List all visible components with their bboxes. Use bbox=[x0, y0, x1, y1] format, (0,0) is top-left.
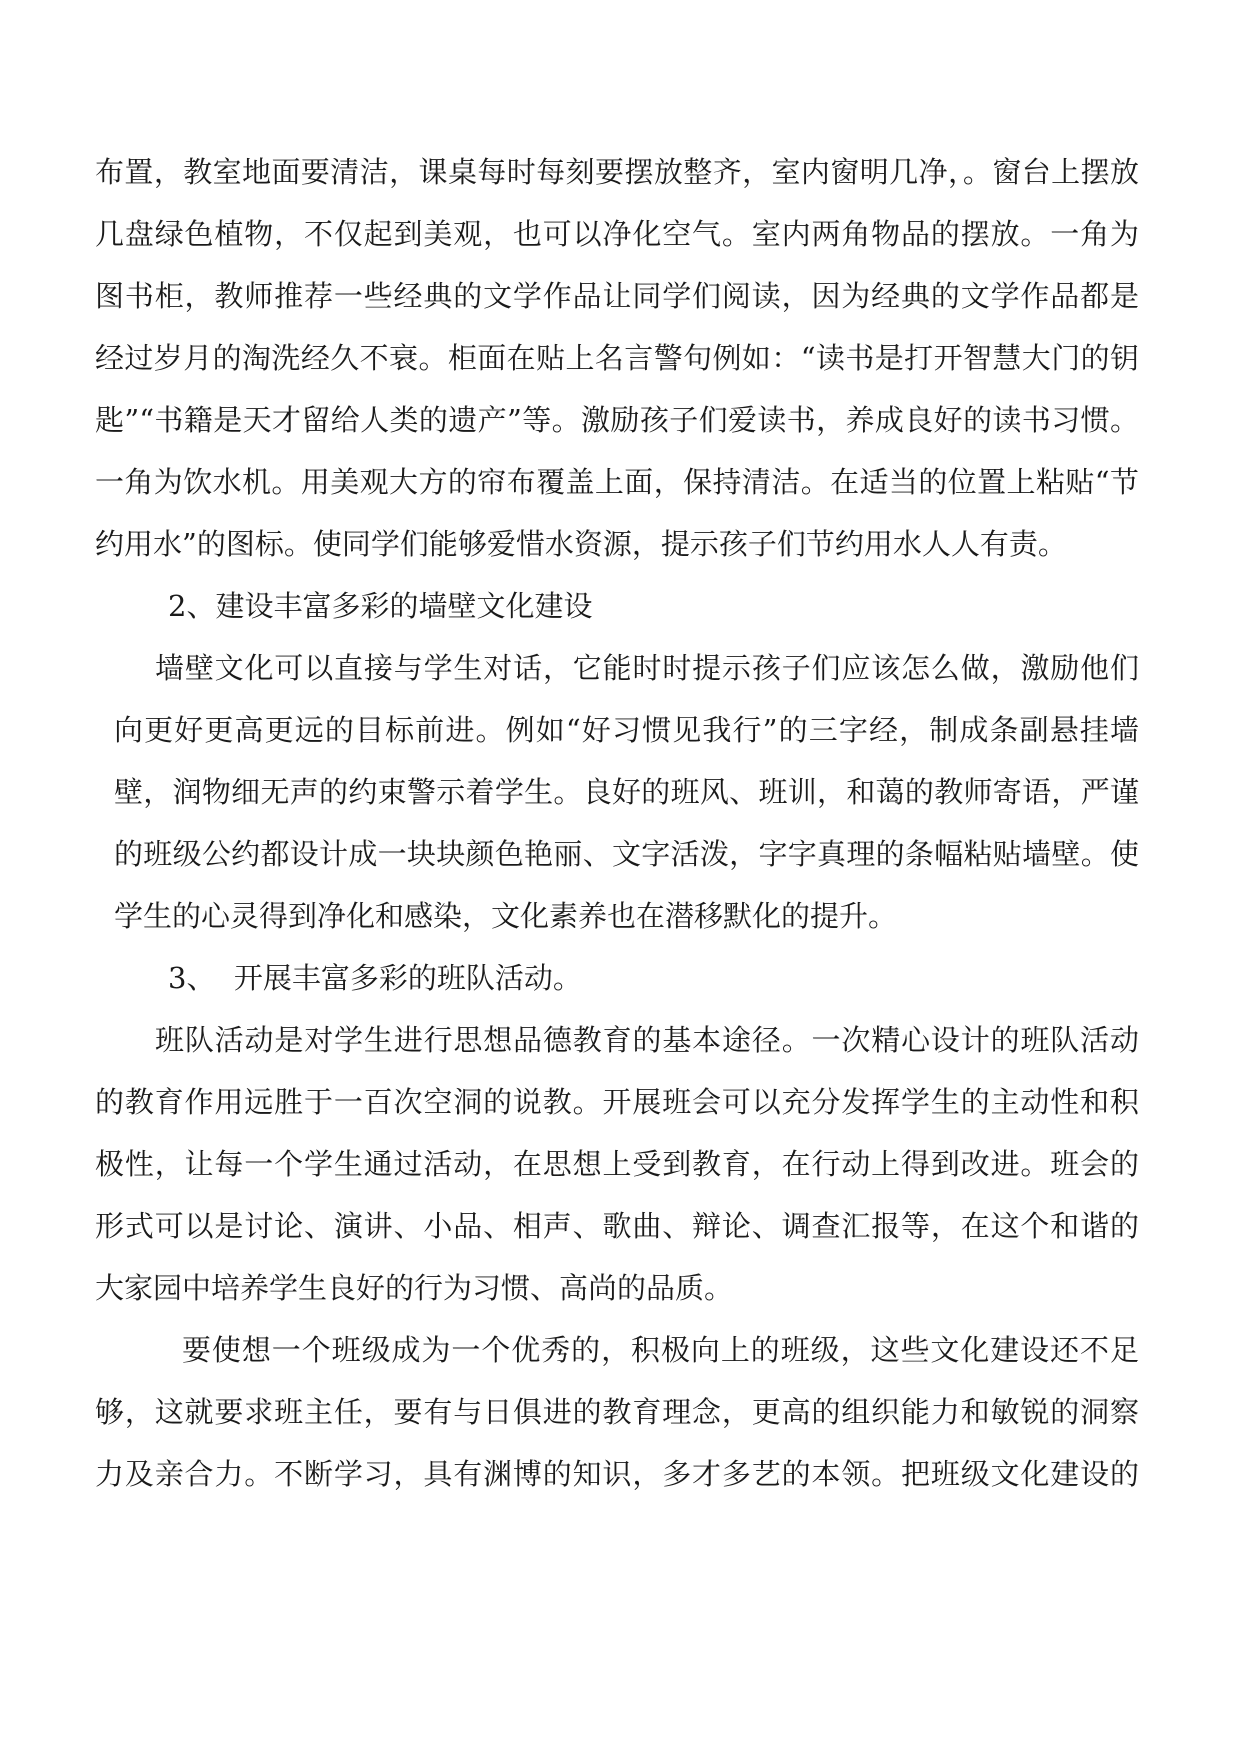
text-line: 壁，润物细无声的约束警示着学生。良好的班风、班训，和蔼的教师寄语，严谨 bbox=[114, 775, 1139, 809]
text-line: 极性，让每一个学生通过活动，在思想上受到教育，在行动上得到改进。班会的 bbox=[95, 1147, 1139, 1181]
text-line: 够，这就要求班主任，要有与日俱进的教育理念，更高的组织能力和敏锐的洞察 bbox=[95, 1395, 1139, 1429]
text-line: 向更好更高更远的目标前进。例如“好习惯见我行”的三字经，制成条副悬挂墙 bbox=[114, 713, 1139, 747]
text-line: 要使想一个班级成为一个优秀的，积极向上的班级，这些文化建设还不足 bbox=[182, 1333, 1139, 1367]
text-line: 班队活动是对学生进行思想品德教育的基本途径。一次精心设计的班队活动 bbox=[155, 1023, 1139, 1057]
text-line: 几盘绿色植物，不仅起到美观，也可以净化空气。室内两角物品的摆放。一角为 bbox=[95, 217, 1139, 251]
text-line: 墙壁文化可以直接与学生对话，它能时时提示孩子们应该怎么做，激励他们 bbox=[155, 651, 1139, 685]
text-line: 一角为饮水机。用美观大方的帘布覆盖上面，保持清洁。在适当的位置上粘贴“节 bbox=[95, 465, 1139, 499]
text-line: 匙”“书籍是天才留给人类的遗产”等。激励孩子们爱读书，养成良好的读书习惯。 bbox=[95, 403, 1139, 437]
text-line: 经过岁月的淘洗经久不衰。柜面在贴上名言警句例如：“读书是打开智慧大门的钥 bbox=[95, 341, 1139, 375]
text-line: 的教育作用远胜于一百次空洞的说教。开展班会可以充分发挥学生的主动性和积 bbox=[95, 1085, 1139, 1119]
section-heading: 3、 开展丰富多彩的班队活动。 bbox=[168, 961, 582, 995]
text-line: 力及亲合力。不断学习，具有渊博的知识，多才多艺的本领。把班级文化建设的 bbox=[95, 1457, 1139, 1491]
text-line: 约用水”的图标。使同学们能够爱惜水资源，提示孩子们节约用水人人有责。 bbox=[95, 527, 1067, 561]
text-line: 布置，教室地面要清洁，课桌每时每刻要摆放整齐，室内窗明几净，。窗台上摆放 bbox=[95, 155, 1139, 189]
text-line: 大家园中培养学生良好的行为习惯、高尚的品质。 bbox=[95, 1271, 734, 1305]
text-line: 形式可以是讨论、演讲、小品、相声、歌曲、辩论、调查汇报等，在这个和谐的 bbox=[95, 1209, 1139, 1243]
text-line: 图书柜，教师推荐一些经典的文学作品让同学们阅读，因为经典的文学作品都是 bbox=[95, 279, 1139, 313]
text-line: 的班级公约都设计成一块块颜色艳丽、文字活泼，字字真理的条幅粘贴墙壁。使 bbox=[114, 837, 1139, 871]
section-heading: 2、建设丰富多彩的墙壁文化建设 bbox=[168, 589, 593, 623]
text-line: 学生的心灵得到净化和感染，文化素养也在潜移默化的提升。 bbox=[114, 899, 898, 933]
